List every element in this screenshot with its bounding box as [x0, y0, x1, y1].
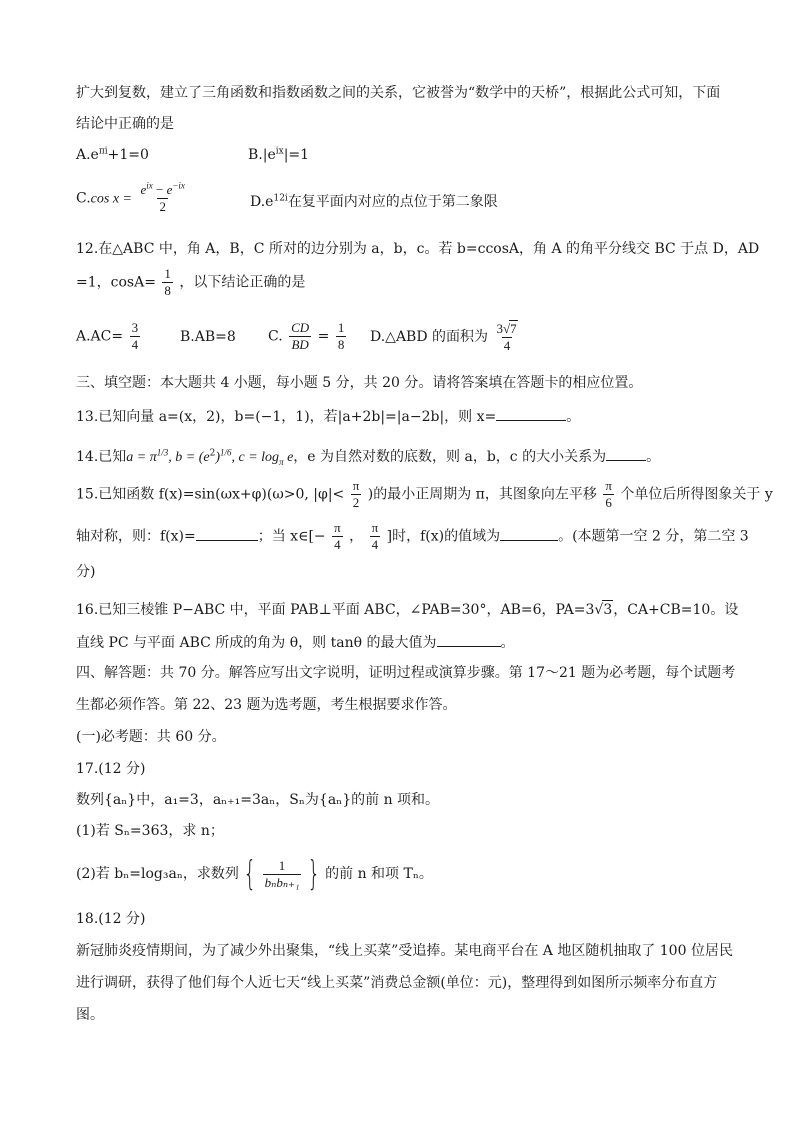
q13-answer-blank[interactable]: [496, 406, 566, 421]
q15-line1: 15.已知函数 f(x)=sin(ωx+φ)(ω>0, |φ|< $\frac{\pi}{2}$ )的最小正周期为 π，其图象向左平移 $\frac{\pi}{6}$ 个单位后所得图象关于 y: [76, 478, 773, 510]
right-brace: }: [307, 854, 321, 894]
q15-interval-left-fraction: $\frac{\pi}{4}$: [334, 520, 341, 552]
q11-option-c-fraction: $\frac{e^{ix} - e^{-ix}}{2}$: [140, 180, 185, 214]
q12-option-c: C. $\frac{CD}{BD}$ = $\frac{1}{8}$: [268, 320, 345, 352]
q11-stem-line1: 扩大到复数，建立了三角函数和指数函数之间的关系，它被誉为“数学中的天桥”，根据此公式可知，下面: [76, 85, 721, 101]
q17-title: 17.(12 分): [76, 761, 146, 777]
q11-option-d: $D.e^{12i}$在复平面内对应的点位于第二象限: [250, 193, 498, 210]
q17-line1: 数列{aₙ}中，a₁=3，aₙ₊₁=3aₙ，Sₙ为{aₙ}的前 n 项和。: [76, 792, 440, 808]
q12-option-d-fraction: $\frac{3√7}{4}$: [496, 321, 517, 353]
q11-option-b: $B.|e^{ix}|=1$: [248, 146, 310, 163]
section-4-subheader: (一)必考题：共 60 分。: [76, 729, 226, 745]
q17-part1: (1)若 Sₙ=363，求 n；: [76, 823, 224, 839]
q12-cos-fraction: $\frac{1}{8}$: [164, 266, 171, 298]
q12-option-c-fraction-left: $\frac{CD}{BD}$: [291, 320, 310, 352]
section-3-header: 三、填空题：本大题共 4 小题，每小题 5 分，共 20 分。请将答案填在答题卡的相应位置。: [76, 375, 643, 391]
q15-answer-blank-2[interactable]: [500, 526, 558, 541]
q15-line2: 轴对称，则：f(x)= ；当 x∈[− $\frac{\pi}{4}$ ， $\frac{\pi}{4}$ ]时，f(x)的值域为 。(本题第一空 2 分，第二空 3: [76, 520, 749, 552]
q15-shift-fraction: $\frac{\pi}{6}$: [605, 478, 612, 510]
q12-line2: =1，cosA= $\frac{1}{8}$ ，以下结论正确的是: [76, 266, 306, 298]
section-4-line1: 四、解答题：共 70 分。解答应写出文字说明，证明过程或演算步骤。第 17～21 题为必考题，每个试题考: [76, 665, 736, 681]
q12-option-b: B.AB=8: [180, 329, 236, 345]
q13: 13.已知向量 a=(x，2)，b=(−1，1)，若|a+2b|=|a−2b|，则 x= 。: [76, 406, 580, 426]
q18-line1: 新冠肺炎疫情期间，为了减少外出聚集，“线上买菜”受追捧。某电商平台在 A 地区随机抽取了 100 位居民: [76, 943, 733, 959]
q12-option-c-fraction-right: $\frac{1}{8}$: [337, 320, 345, 352]
q12-line1: 12.在△ABC 中，角 A，B，C 所对的边分别为 a，b，c。若 b=ccosA，角 A 的角平分线交 BC 于点 D，AD: [76, 241, 760, 257]
section-4-line2: 生都必须作答。第 22、23 题为选考题，考生根据要求作答。: [76, 697, 457, 713]
q15-line3: 分): [76, 564, 96, 580]
q17-sequence-fraction: $\frac{1}{\text{bₙbₙ₊₁}}$: [264, 857, 300, 890]
q15-phi-bound-fraction: $\frac{\pi}{2}$: [352, 478, 360, 510]
q12-option-a-fraction: $\frac{3}{4}$: [131, 320, 139, 352]
q12-option-a: A.AC= $\frac{3}{4}$: [76, 320, 139, 352]
q11-option-a: $A.e^{\pi i}+1=0$: [76, 146, 149, 163]
q14-answer-blank[interactable]: [606, 446, 646, 461]
q17-part2: (2)若 bₙ=log₃aₙ，求数列 { $\frac{1}{\text{bₙbₙ₊₁}}$ } 的前 n 和项 Tₙ。: [76, 854, 433, 894]
q11-stem-line2: 结论中正确的是: [76, 116, 174, 132]
q18-line2: 进行调研，获得了他们每个人近七天“线上买菜”消费总金额(单位：元)，整理得到如图所示频率分布直方: [76, 975, 718, 991]
q18-title: 18.(12 分): [76, 911, 146, 927]
q16-answer-blank[interactable]: [437, 632, 501, 647]
q18-line3: 图。: [76, 1007, 104, 1023]
q15-interval-right-fraction: $\frac{\pi}{4}$: [371, 520, 379, 552]
q15-answer-blank-1[interactable]: [196, 526, 258, 541]
q11-option-c: C.cos x = $\frac{e^{ix} - e^{-ix}}{2}$: [76, 180, 185, 214]
q16-line2: 直线 PC 与平面 ABC 所成的角为 θ，则 tanθ 的最大值为 。: [76, 632, 515, 652]
left-brace: {: [243, 854, 257, 894]
q16-line1: 16.已知三棱锥 P−ABC 中，平面 PAB⊥平面 ABC，∠PAB=30°，AB=6，PA=3√3，CA+CB=10。设: [76, 602, 739, 618]
q14: 14.已知$a = \pi^{1/3}$, $b = (e^2)^{1/6}$, $c = \log_\pi e$，e 为自然对数的底数，则 a，b，c 的大小关系为 。: [76, 447, 661, 467]
q12-option-d: D.△ABD 的面积为 $\frac{3√7}{4}$: [370, 320, 522, 354]
